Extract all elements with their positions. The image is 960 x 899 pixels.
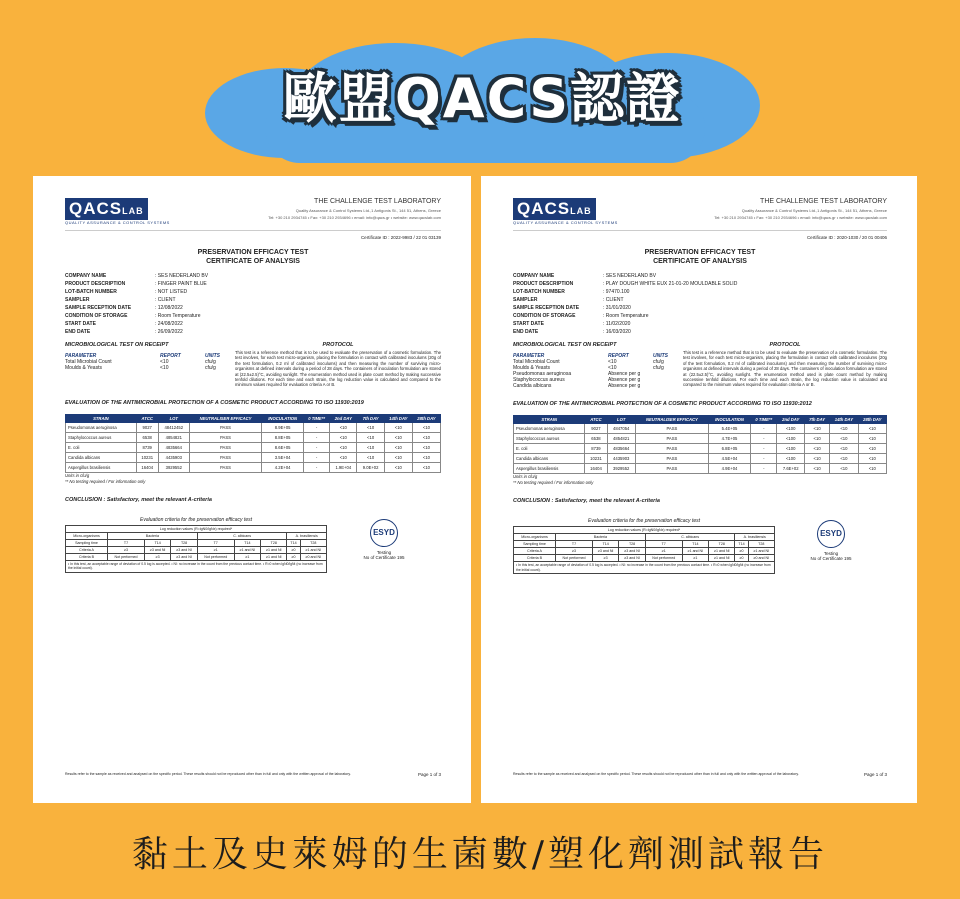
protocol-section: PROTOCOL This test is a reference method that is to be used to evaluate the preservation of a cosmetic formulation. The test involves, for each test micro-organism, placing the formulation in contact with calibrated inoculums (20g of the test formulation, 0.2 ml of calibrated inoculums) and then measuring the number of surviving micro-organisms at defined intervals during a period of 28 days. The containers of inoculation formulation are stored at (22.5±2.5)°C, avoiding sunlight. The enumeration method used is plate count method by making successive tenfold dilutions. For each time and each strain, the log reduction value is calculated and compared to the minimum values required for evaluation criteria A or B. (683, 342, 887, 388)
doc-header (65, 198, 441, 231)
table-row: Pseudomonas aeruginosa 9027 4847054 PASS 5.4E+05 - <100 <10 <10 <10 (514, 424, 887, 434)
table-header: 14th DAY (830, 416, 858, 424)
table-header: 28th DAY (412, 414, 440, 422)
conclusion: CONCLUSION : Satisfactory, meet the relevant A-criteria (513, 498, 660, 504)
table-header: 7th DAY (804, 416, 829, 424)
testing-note: ** No testing required / For information only (65, 478, 146, 484)
sample-info: COMPANY NAME : SES NEDERLAND BV PRODUCT DESCRIPTION : PLAY DOUGH WHITE EUX 21-01-20 MOULDABLE SOLID LOT-BATCH NUMBER : 97470.100 SAMPLER : CLIENT SAMPLE RECEPTION DATE : 31/01/2020 CONDITION OF STORAGE : Room Temperature START DATE : 11/02/2020 END DATE : 16/03/2020 (513, 273, 738, 335)
criteria-row: Sampling time T7 T14 T28 T7 T14 T28 T14 T28 (514, 541, 775, 548)
qacs-logo: QACSLAB (65, 198, 148, 220)
table-header: 2nd DAY (777, 416, 805, 424)
certificate-play-dough (481, 176, 917, 803)
page-number: Page 1 of 3 (417, 772, 441, 777)
doc-footer: Results refer to the sample as received and analysed on the specific period. These results should not be reproduced other than in full and only with the written approval of the laboratory. Page 1 of 3 (513, 772, 887, 777)
conclusion: CONCLUSION : Satisfactory, meet the relevant A-criteria (65, 496, 212, 503)
esyd-logo: ESYD (370, 519, 398, 547)
table-header: LOT (158, 414, 189, 422)
lab-title: THE CHALLENGE TEST LABORATORY (314, 198, 441, 205)
esyd-accreditation: ESYD Testing No of Certificate 195 (775, 518, 887, 574)
evaluation-title: EVALUATION OF THE ANTIMICROBIAL PROTECTION OF A COSMETIC PRODUCT ACCORDING TO ISO 11930:2019 (65, 399, 364, 406)
doc-footer: Results refer to the sample as received and analysed on the specific period. These results should not be reproduced other than in full and only with the written approval of the laboratory. Page 1 of 3 (65, 772, 441, 777)
doc-header (513, 198, 887, 231)
micro-row: Moulds & Yeasts <10 cfu/g (513, 365, 664, 371)
criteria-row: Sampling time T7 T14 T28 T7 T14 T28 T14 T28 (66, 539, 327, 546)
logo-subtitle: QUALITY ASSURANCE & CONTROL SYSTEMS (65, 220, 170, 225)
table-row: Pseudomonas aeruginosa 9027 48412452 PASS 8.9E+05 - <10 <10 <10 <10 (66, 422, 441, 432)
criteria-row: Criteria A ≥3 ≥3 and NI ≥3 and NI ≥1 ≥1 and NI ≥1 and NI ≥0 ≥1 and NI (66, 546, 327, 553)
table-header: STRAIN (66, 414, 137, 422)
micro-test-section: MICROBIOLOGICAL TEST ON RECEIPT PARAMETER REPORT UNITS Total Microbial Count <10 cfu/g Moulds & Yeasts <10 cfu/g Pseudomonas aeruginosa Absence per g Staphylococcus aureus Absence per g Candida albicans Absence per g (513, 342, 683, 389)
testing-note: ** No testing required / For information only (513, 480, 594, 485)
doc-title: PRESERVATION EFFICACY TEST CERTIFICATE OF ANALYSIS (644, 249, 756, 265)
table-row: Staphylococcus aureus 6538 4854821 PASS 8.8E+05 - <10 <10 <10 <10 (66, 432, 441, 442)
table-header: 14th DAY (384, 414, 412, 422)
units-note: Units in cfu/g (65, 472, 90, 478)
table-header: INOCULATION (708, 416, 750, 424)
certificate-id: Certificate ID : 2020-1030 / 20 01 00406 (806, 235, 887, 240)
certificate-finger-paint (33, 176, 471, 803)
table-header: INOCULATION (262, 414, 304, 422)
esyd-logo: ESYD (817, 520, 845, 548)
sample-info: COMPANY NAME : SES NEDERLAND BV PRODUCT DESCRIPTION : FINGER PAINT BLUE LOT-BATCH NUMBER : NOT LISTED SAMPLER : CLIENT SAMPLE RECEPTION DATE : 12/08/2022 CONDITION OF STORAGE : Room Temperature START DATE : 24/08/2022 END DATE : 26/09/2022 (65, 273, 209, 335)
lab-subtitle: Quality Assurance & Control Systems Ltd.,1 Antigonis St., 144 51, Athens, Greece (295, 208, 441, 213)
evaluation-title: EVALUATION OF THE ANTIMICROBIAL PROTECTION OF A COSMETIC PRODUCT ACCORDING TO ISO 11930:2012 (513, 401, 812, 407)
table-header: 0 TIME** (304, 414, 330, 422)
table-row: E. coli 8739 4835664 PASS 6.8E+05 - <100 <10 <10 <10 (514, 444, 887, 454)
table-header: ATCC (585, 416, 607, 424)
table-row: Staphylococcus aureus 6538 4854821 PASS 4.7E+05 - <100 <10 <10 <10 (514, 434, 887, 444)
lab-subtitle: Quality Assurance & Control Systems Ltd.,1 Antigonis St., 144 51, Athens, Greece (741, 208, 887, 213)
qacs-logo: QACSLAB (513, 198, 596, 220)
table-row: E. coli 8739 4835664 PASS 8.6E+05 - <10 <10 <10 <10 (66, 442, 441, 452)
criteria-row: Criteria B Not performed ≥3 ≥3 and NI Not performed ≥1 ≥1 and NI ≥0 ≥0 and NI (514, 555, 775, 562)
caption-text: 黏土及史萊姆的生菌數/塑化劑測試報告 (131, 834, 829, 875)
micro-row: Total Microbial Count <10 cfu/g (65, 359, 216, 365)
micro-test-section: MICROBIOLOGICAL TEST ON RECEIPT PARAMETER REPORT UNITS Total Microbial Count <10 cfu/g Moulds & Yeasts <10 cfu/g (65, 342, 235, 388)
certificate-id: Certificate ID : 2022-9983 / 22 01 03139 (360, 235, 441, 240)
protocol-section: PROTOCOL This test is a reference method that is to be used to evaluate the preservation of a cosmetic formulation. The test involves, for each test micro-organism, placing the formulation in contact with calibrated inoculums (20g of the test formulation, 0.2 ml of calibrated inoculums) and then measuring the number of surviving micro-organisms at defined intervals during a period of 28 days. The containers of inoculation formulation are stored at (22.5±2.5)°C, avoiding sunlight. The enumeration method used is plate count method by making successive tenfold dilutions. For each time and each strain, the log reduction value is calculated and compared to the minimum values required for evaluation criteria A or B. (235, 342, 441, 388)
strain-table (65, 414, 441, 473)
lab-contact: Tel: +30 210 2934745 • Fax: +30 210 2934696 • email: info@qacs.gr • website: www.qacslab.com (714, 215, 887, 220)
table-header: 0 TIME** (751, 416, 777, 424)
criteria-row: Criteria B Not performed ≥3 ≥3 and NI Not performed ≥1 ≥1 and NI ≥0 ≥0 and NI (66, 553, 327, 560)
micro-row: Candida albicans Absence per g (513, 383, 641, 389)
doc-title: PRESERVATION EFFICACY TEST CERTIFICATE OF ANALYSIS (197, 249, 309, 265)
table-header: LOT (607, 416, 635, 424)
lab-title: THE CHALLENGE TEST LABORATORY (760, 198, 887, 205)
table-row: Candida albicans 10231 4435903 PASS 3.5E+04 - <10 <10 <10 <10 (66, 452, 441, 462)
micro-row: Staphylococcus aureus Absence per g (513, 377, 641, 383)
banner-title: 歐盟QACS認證 (282, 67, 683, 130)
table-header: 7th DAY (357, 414, 384, 422)
table-row: Aspergillus brasiliensis 16404 3929552 PASS 4.9E+04 - 7.6E+02 <10 <10 <10 (514, 464, 887, 474)
lab-contact: Tel: +30 210 2934745 • Fax: +30 210 2934696 • email: info@qacs.gr • website: www.qacslab.com (268, 215, 441, 220)
table-header: 28th DAY (858, 416, 886, 424)
micro-row: Moulds & Yeasts <10 cfu/g (65, 365, 216, 371)
criteria-table: Evaluation criteria for the preservation efficacy test Log reduction values (R=lgN0/lgNx) required* Micro-organisms Bacteria C. albicans A. brasiliensis Sampling time T7 T14 T28 T7 T14 T28 T14 T28 Criteria A ≥3 ≥3 and NI ≥3 and NI ≥1 ≥1 and NI ≥1 and NI ≥0 ≥1 and NI Criteria B Not performed ≥3 ≥3 and NI Not performed ≥1 ≥1 and NI ≥0 ≥0 and NI • In this test, an acceptable range of deviation of 0.5 log is accepted. • NI: no increase in the count from the previous contact time. • R=0 when lgN0/lgNt (no increase from the initial count). (65, 517, 327, 573)
criteria-table: Evaluation criteria for the preservation efficacy test Log reduction values (R=lgN0/lgNx) required* Micro-organisms Bacteria C. albicans A. brasiliensis Sampling time T7 T14 T28 T7 T14 T28 T14 T28 Criteria A ≥3 ≥3 and NI ≥3 and NI ≥1 ≥1 and NI ≥1 and NI ≥0 ≥1 and NI Criteria B Not performed ≥3 ≥3 and NI Not performed ≥1 ≥1 and NI ≥0 ≥0 and NI • In this test, an acceptable range of deviation of 0.5 log is accepted. • NI: no increase in the count from the previous contact time. • R=0 when lgN0/lgNt (no increase from the initial count). (513, 518, 775, 574)
strain-table (513, 415, 887, 474)
table-header: ATCC (136, 414, 158, 422)
page-number: Page 1 of 3 (863, 772, 887, 777)
table-header: STRAIN (514, 416, 585, 424)
logo-subtitle: QUALITY ASSURANCE & CONTROL SYSTEMS (513, 220, 618, 225)
table-header: NEUTRALISER EFFICACY (635, 416, 708, 424)
table-row: Aspergillus brasiliensis 16404 3929552 PASS 4.2E+04 - 1.9E+04 9.0E+02 <10 <10 (66, 462, 441, 472)
esyd-accreditation: ESYD Testing No of Certificate 195 (327, 517, 441, 573)
units-note: Units in cfu/g (513, 474, 538, 479)
table-header: NEUTRALISER EFFICACY (189, 414, 261, 422)
micro-row: Pseudomonas aeruginosa Absence per g (513, 371, 641, 377)
table-row: Candida albicans 10231 4435903 PASS 4.5E+04 - <100 <10 <10 <10 (514, 454, 887, 464)
table-header: 2nd DAY (330, 414, 357, 422)
criteria-row: Criteria A ≥3 ≥3 and NI ≥3 and NI ≥1 ≥1 and NI ≥1 and NI ≥0 ≥1 and NI (514, 548, 775, 555)
micro-row: Total Microbial Count <10 cfu/g (513, 359, 664, 365)
